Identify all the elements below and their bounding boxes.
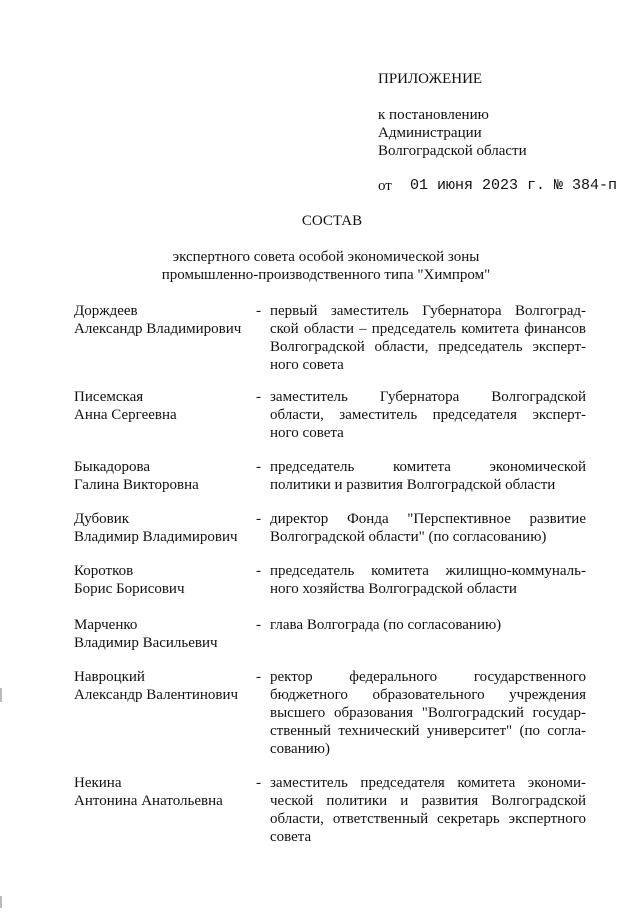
member-position: [270, 302, 586, 374]
member-given-names: Александр Владимирович: [74, 321, 242, 337]
member-name: [74, 774, 254, 810]
member-surname: Марченко: [74, 617, 138, 633]
member-name: [74, 510, 254, 546]
member-name: [74, 388, 254, 424]
date-prefix: от: [378, 178, 392, 194]
member-surname: Навроцкий: [74, 669, 145, 685]
member-dash: -: [256, 303, 261, 319]
ref-line-3: Волгоградской области: [378, 143, 527, 159]
member-name: [74, 562, 254, 598]
ref-line-1: к постановлению: [378, 107, 489, 123]
member-name: [74, 458, 254, 494]
position-line: Волгоградской области" (по согласованию): [270, 529, 547, 545]
position-line: ного совета: [270, 425, 344, 441]
member-dash: -: [256, 511, 261, 527]
member-dash: -: [256, 669, 261, 685]
member-dash: -: [256, 775, 261, 791]
ref-line-2: Администрации: [378, 125, 482, 141]
member-dash: -: [256, 459, 261, 475]
member-position: [270, 388, 586, 442]
member-given-names: Владимир Васильевич: [74, 635, 218, 651]
member-dash: -: [256, 389, 261, 405]
position-line: высшего образования "Волгоградский государ-: [270, 705, 586, 721]
member-surname: Коротков: [74, 563, 134, 579]
position-line: ческой политики и развития Волгоградской: [270, 793, 586, 809]
position-line: директор Фонда "Перспективное развитие: [270, 511, 586, 527]
member-surname: Дубовик: [74, 511, 130, 527]
position-line: области, заместитель председателя эксперт-: [270, 407, 586, 423]
member-given-names: Борис Борисович: [74, 581, 185, 597]
member-name: [74, 616, 254, 652]
position-line: заместитель председателя комитета экономи-: [270, 775, 586, 791]
member-surname: Быкадорова: [74, 459, 151, 475]
position-line: ректор федерального государственного: [270, 669, 586, 685]
scan-edge-mark: [0, 896, 2, 908]
member-surname: Некина: [74, 775, 122, 791]
position-line: ственный технический университет" (по согла-: [270, 723, 586, 739]
position-line: председатель комитета экономической: [270, 459, 586, 475]
scan-edge-mark: [0, 688, 2, 702]
position-line: бюджетного образовательного учреждения: [270, 687, 586, 703]
subtitle-line-2: промышленно-производственного типа "Химпром": [161, 267, 491, 283]
position-line: заместитель Губернатора Волгоградской: [270, 389, 586, 405]
member-position: [270, 616, 586, 634]
member-position: [270, 668, 586, 758]
member-given-names: Александр Валентинович: [74, 687, 239, 703]
member-position: [270, 510, 586, 546]
position-line: сованию): [270, 741, 330, 757]
member-position: [270, 458, 586, 494]
member-surname: Дорждеев: [74, 303, 138, 319]
member-position: [270, 562, 586, 598]
member-name: [74, 302, 254, 338]
position-line: ской области – председатель комитета финансов: [270, 321, 586, 337]
member-dash: -: [256, 563, 261, 579]
position-line: совета: [270, 829, 312, 845]
member-surname: Писемская: [74, 389, 144, 405]
position-line: председатель комитета жилищно-коммуналь-: [270, 563, 586, 579]
member-dash: -: [256, 617, 261, 633]
position-line: политики и развития Волгоградской области: [270, 477, 556, 493]
position-line: глава Волгограда (по согласованию): [270, 617, 502, 633]
document-title: СОСТАВ: [301, 213, 363, 229]
appendix-heading: ПРИЛОЖЕНИЕ: [378, 71, 483, 87]
member-given-names: Галина Викторовна: [74, 477, 199, 493]
position-line: ного хозяйства Волгоградской области: [270, 581, 517, 597]
subtitle-line-1: экспертного совета особой экономической зоны: [172, 249, 480, 265]
member-given-names: Антонина Анатольевна: [74, 793, 223, 809]
member-position: [270, 774, 586, 846]
member-given-names: Анна Сергеевна: [74, 407, 177, 423]
member-name: [74, 668, 254, 704]
position-line: области, ответственный секретарь экспертного: [270, 811, 586, 827]
position-line: первый заместитель Губернатора Волгоград-: [270, 303, 586, 319]
position-line: ного совета: [270, 357, 344, 373]
decree-date-number: 01 июня 2023 г. № 384-п: [410, 177, 618, 194]
member-given-names: Владимир Владимирович: [74, 529, 238, 545]
position-line: Волгоградской области, председатель эксперт-: [270, 339, 586, 355]
